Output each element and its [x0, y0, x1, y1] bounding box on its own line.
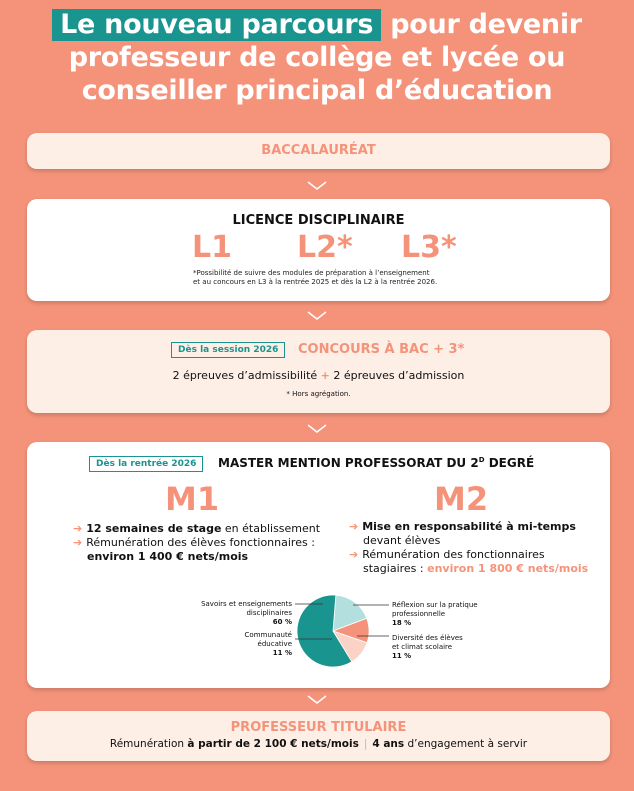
m1-bullets: [73, 522, 320, 564]
concours-card: [27, 330, 610, 413]
titulaire-title: PROFESSEUR TITULAIRE: [230, 720, 407, 735]
titulaire-bold-a: à partir de 2 100 € nets/mois: [187, 738, 359, 750]
licence-card: [27, 199, 610, 301]
title-line-3: conseiller principal d’éducation: [81, 75, 553, 106]
concours-badge: Dès la session 2026: [171, 342, 285, 358]
m2-b2-line1: Rémunération des fonctionnaires: [362, 548, 545, 561]
pie-label-pct: 18 %: [392, 619, 412, 627]
pie-label-text: Savoirs et enseignements: [201, 600, 292, 608]
chevron-down-icon: [307, 424, 327, 434]
level-l3: L3*: [401, 230, 457, 265]
master-card: [27, 442, 610, 688]
master-title-sup: D: [478, 456, 485, 464]
chevron-down-icon: [307, 695, 327, 705]
titulaire-text: [27, 738, 610, 750]
concours-text-b: 2 épreuves d’admission: [333, 369, 465, 382]
pie-label-communaute: [190, 631, 292, 658]
titulaire-text-b: d’engagement à servir: [404, 738, 528, 750]
titulaire-card: [27, 711, 610, 761]
level-l1: L1: [192, 230, 232, 265]
master-title-main: MASTER MENTION PROFESSORAT DU 2: [218, 456, 479, 470]
licence-note-line-2: et au concours en L3 à la rentrée 2025 et dès la L2 à la rentrée 2026.: [193, 278, 438, 286]
list-item: ➔ Mise en responsabilité à mi-temps devant élèves: [349, 520, 588, 548]
m2-b2-line2: stagiaires :: [363, 562, 428, 575]
pie-label-pct: 11 %: [392, 652, 412, 660]
pie-label-text: éducative: [257, 640, 292, 648]
m1-label: M1: [165, 480, 220, 518]
master-title-end: DEGRÉ: [484, 456, 535, 470]
m2-bullets: [349, 520, 588, 576]
page-title: [0, 8, 634, 107]
pie-label-text: Diversité des élèves: [392, 634, 463, 642]
licence-note: [193, 269, 437, 287]
separator: |: [363, 738, 368, 750]
m1-b1-rest: en établissement: [221, 522, 321, 535]
pie-label-text: professionnelle: [392, 610, 446, 618]
list-item: ➔ Rémunération des fonctionnaires stagiaires : environ 1 800 € nets/mois: [349, 548, 589, 575]
titulaire-text-a: Rémunération: [109, 738, 188, 750]
master-title: [218, 456, 534, 470]
m2-b2-orange: environ 1 800 € nets/mois: [427, 562, 589, 575]
concours-note: * Hors agrégation.: [286, 390, 351, 398]
bac-label: BACCALAURÉAT: [261, 143, 376, 158]
title-line-2: professeur de collège et lycée ou: [68, 42, 566, 73]
chevron-down-icon: [307, 311, 327, 321]
title-rest: pour devenir: [381, 9, 582, 40]
list-item: ➔ Rémunération des élèves fonctionnaires : environ 1 400 € nets/mois: [73, 536, 320, 564]
title-highlight: Le nouveau parcours: [52, 9, 381, 41]
m2-b1-bold: Mise en responsabilité à mi-temps: [362, 520, 576, 533]
titulaire-bold-b: 4 ans: [372, 738, 405, 750]
licence-title: LICENCE DISCIPLINAIRE: [232, 213, 405, 228]
concours-title: CONCOURS À BAC + 3*: [298, 342, 465, 357]
master-badge: Dès la rentrée 2026: [89, 456, 203, 472]
pie-label-text: et climat scolaire: [392, 643, 453, 651]
m1-b1-bold: 12 semaines de stage: [86, 522, 222, 535]
plus-sign: +: [320, 369, 330, 382]
bac-card: [27, 133, 610, 169]
m2-b1-rest: devant élèves: [363, 534, 441, 547]
pie-label-reflexion: [392, 601, 478, 628]
concours-text: [27, 369, 610, 382]
m1-b2-bold: environ 1 400 € nets/mois: [87, 550, 249, 563]
licence-note-line-1: *Possibilité de suivre des modules de préparation à l’enseignement: [193, 269, 430, 277]
pie-chart: [295, 593, 371, 669]
pie-label-text: Communauté: [244, 631, 292, 639]
pie-label-diversite: [392, 634, 463, 661]
list-item: ➔ 12 semaines de stage en établissement: [73, 522, 321, 535]
pie-label-pct: 60 %: [272, 618, 292, 626]
m1-b2-line1: Rémunération des élèves fonctionnaires :: [86, 536, 315, 549]
m2-label: M2: [434, 480, 489, 518]
pie-label-savoirs: [190, 600, 292, 627]
concours-text-a: 2 épreuves d’admissibilité: [172, 369, 318, 382]
pie-label-text: disciplinaires: [246, 609, 292, 617]
pie-label-pct: 11 %: [272, 649, 292, 657]
pie-label-text: Réflexion sur la pratique: [392, 601, 478, 609]
level-l2: L2*: [297, 230, 353, 265]
chevron-down-icon: [307, 181, 327, 191]
